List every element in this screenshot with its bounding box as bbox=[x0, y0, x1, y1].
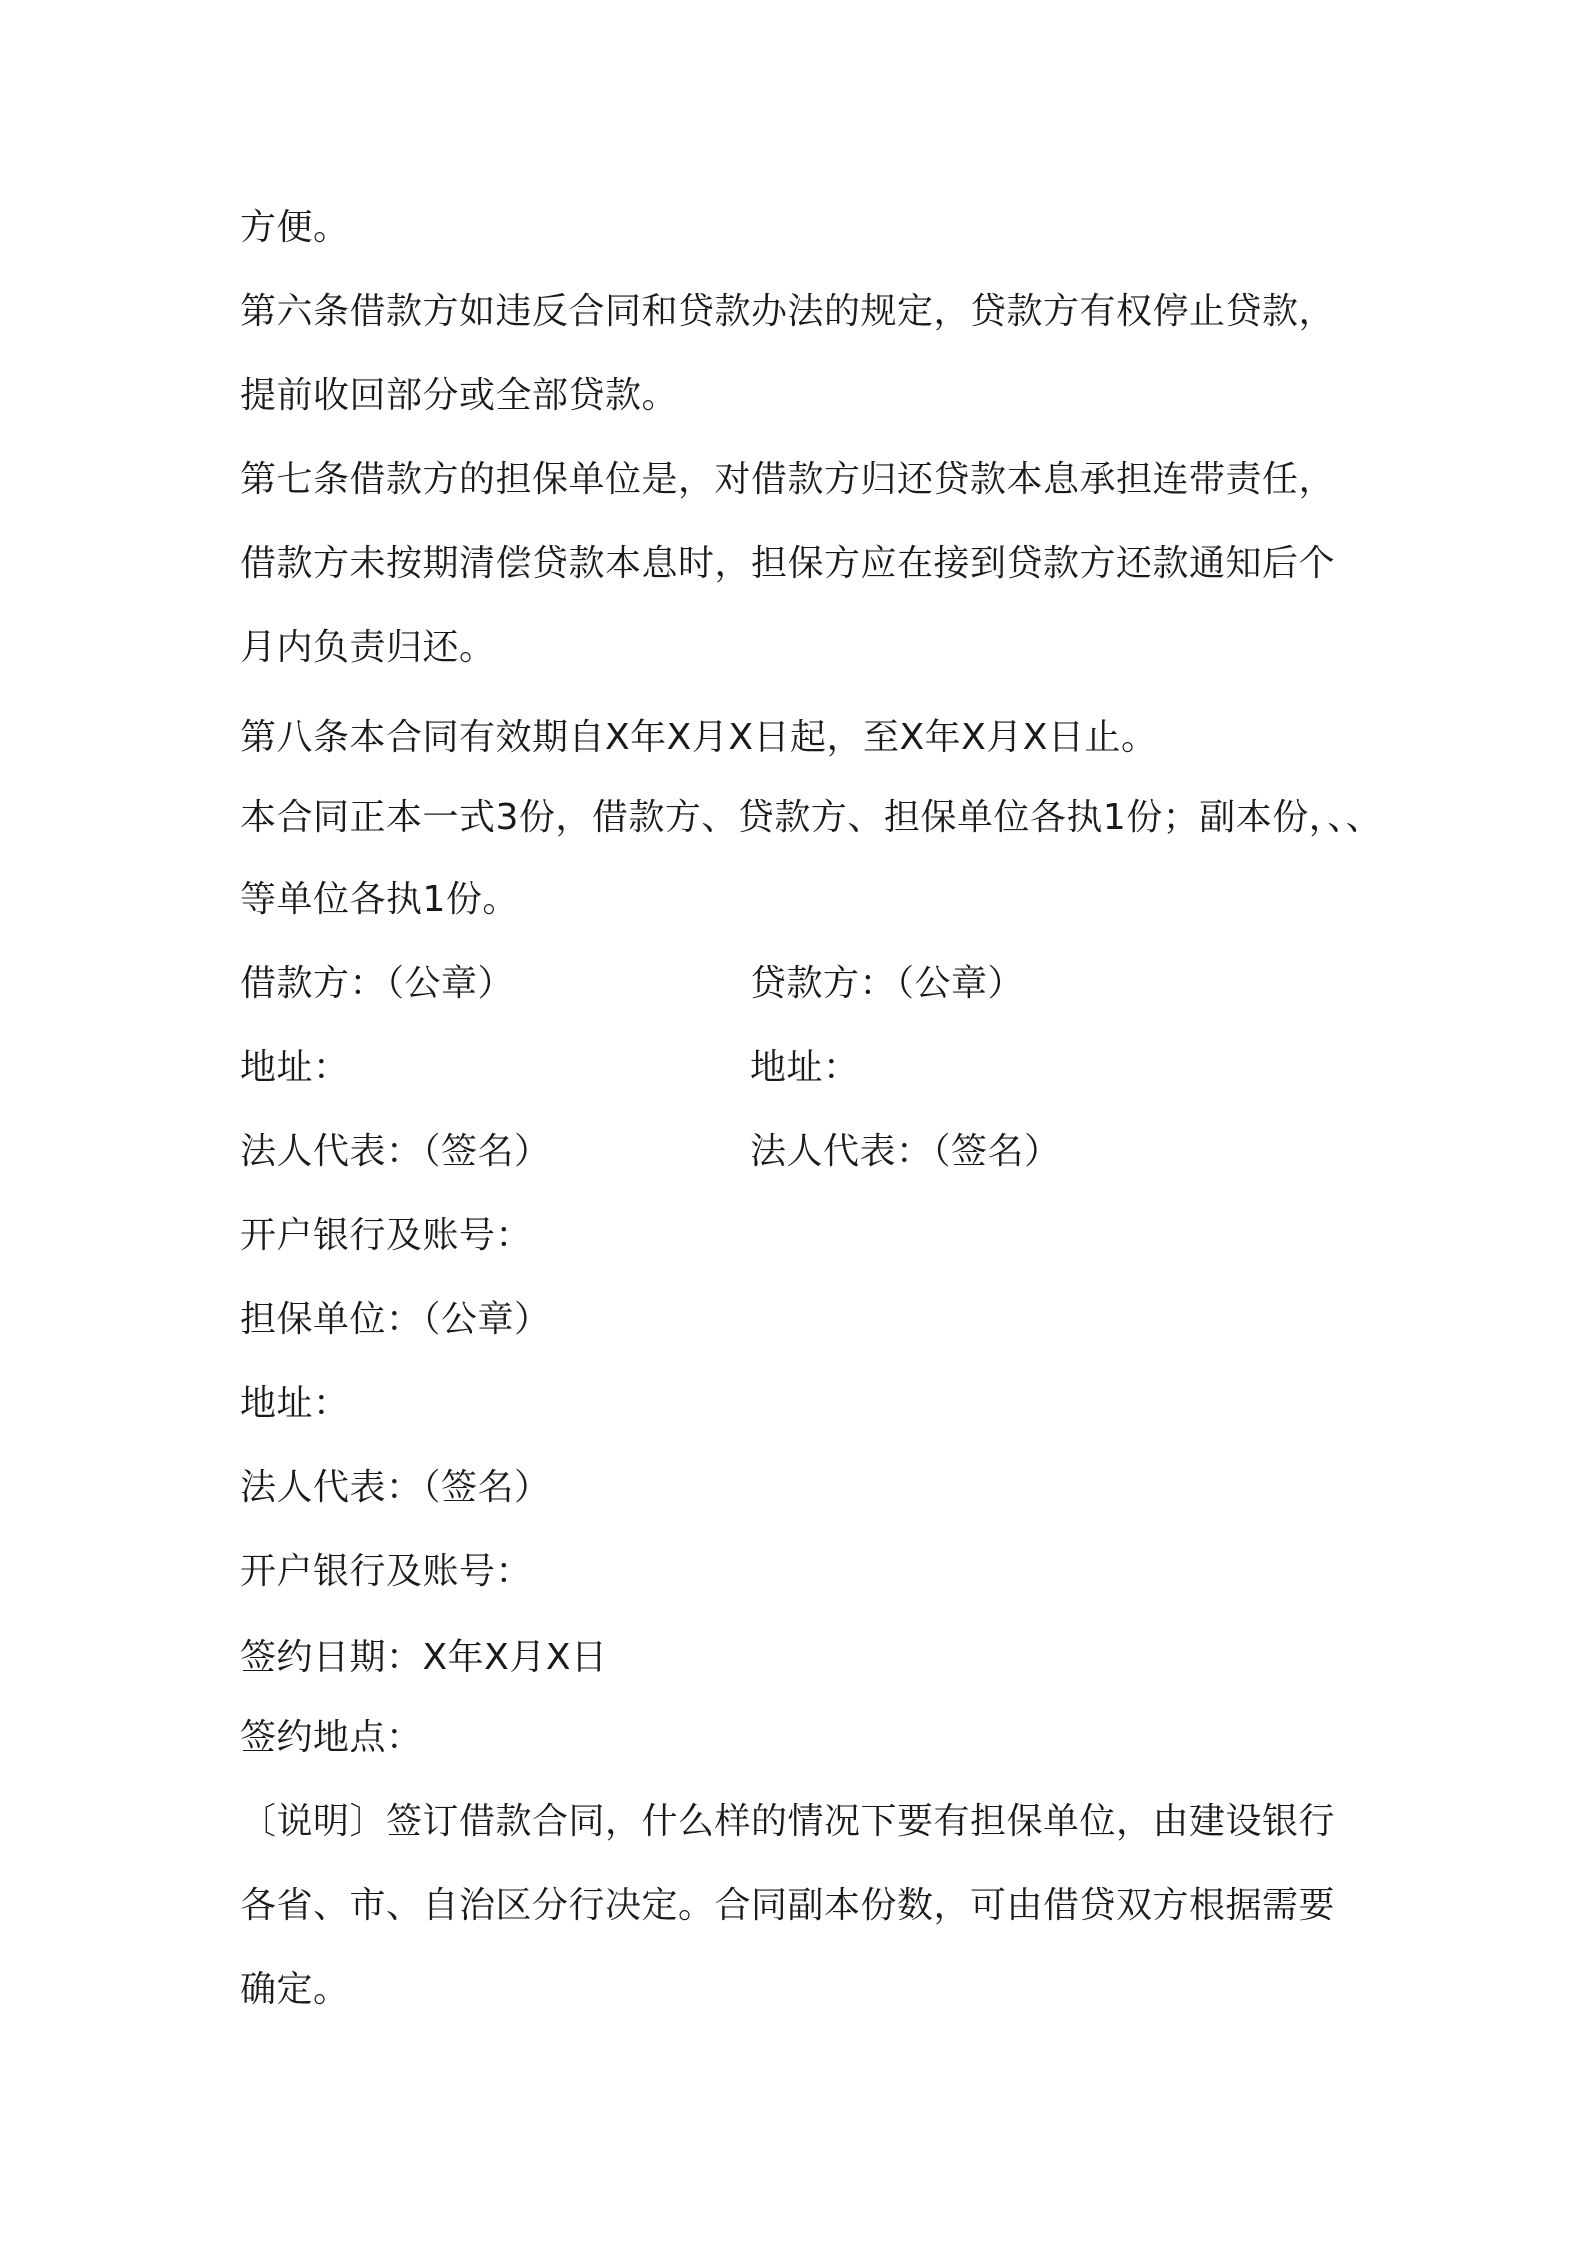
note-line-2: 各省、市、自治区分行决定。合同副本份数，可由借贷双方根据需要 bbox=[240, 1885, 1336, 1926]
article-7-line-1: 第七条借款方的担保单位是，对借款方归还贷款本息承担连带责任， bbox=[240, 459, 1336, 500]
article-7-line-3: 月内负责归还。 bbox=[240, 627, 496, 668]
article-6-line-1: 第六条借款方如违反合同和贷款办法的规定，贷款方有权停止贷款， bbox=[240, 291, 1336, 332]
copies-line-2: 等单位各执1份。 bbox=[240, 879, 519, 920]
guarantor-rep-label: 法人代表：（签名） bbox=[240, 1467, 551, 1508]
article-7-line-2: 借款方未按期清偿贷款本息时，担保方应在接到贷款方还款通知后个 bbox=[240, 543, 1336, 584]
note-line-1: 〔说明〕签订借款合同，什么样的情况下要有担保单位，由建设银行 bbox=[240, 1801, 1336, 1842]
guarantor-address-label: 地址： bbox=[240, 1383, 350, 1424]
lender-seal-label: 贷款方：（公章） bbox=[750, 963, 1025, 1004]
sign-date-label: 签约日期：X年X月X日 bbox=[240, 1637, 608, 1678]
copies-line-1: 本合同正本一式3份，借款方、贷款方、担保单位各执1份；副本份，、、 bbox=[240, 797, 1383, 838]
guarantor-seal-label: 担保单位：（公章） bbox=[240, 1299, 551, 1340]
borrower-rep-label: 法人代表：（签名） bbox=[240, 1131, 551, 1172]
borrower-seal-label: 借款方：（公章） bbox=[240, 963, 515, 1004]
article-8-line: 第八条本合同有效期自X年X月X日起，至X年X月X日止。 bbox=[240, 717, 1158, 758]
borrower-bank-label: 开户银行及账号： bbox=[240, 1215, 533, 1256]
note-line-3: 确定。 bbox=[240, 1969, 350, 2010]
paragraph-line: 方便。 bbox=[240, 207, 350, 248]
guarantor-bank-label: 开户银行及账号： bbox=[240, 1551, 533, 1592]
borrower-address-label: 地址： bbox=[240, 1047, 350, 1088]
sign-place-label: 签约地点： bbox=[240, 1717, 423, 1758]
article-6-line-2: 提前收回部分或全部贷款。 bbox=[240, 375, 679, 416]
lender-rep-label: 法人代表：（签名） bbox=[750, 1131, 1061, 1172]
lender-address-label: 地址： bbox=[750, 1047, 860, 1088]
